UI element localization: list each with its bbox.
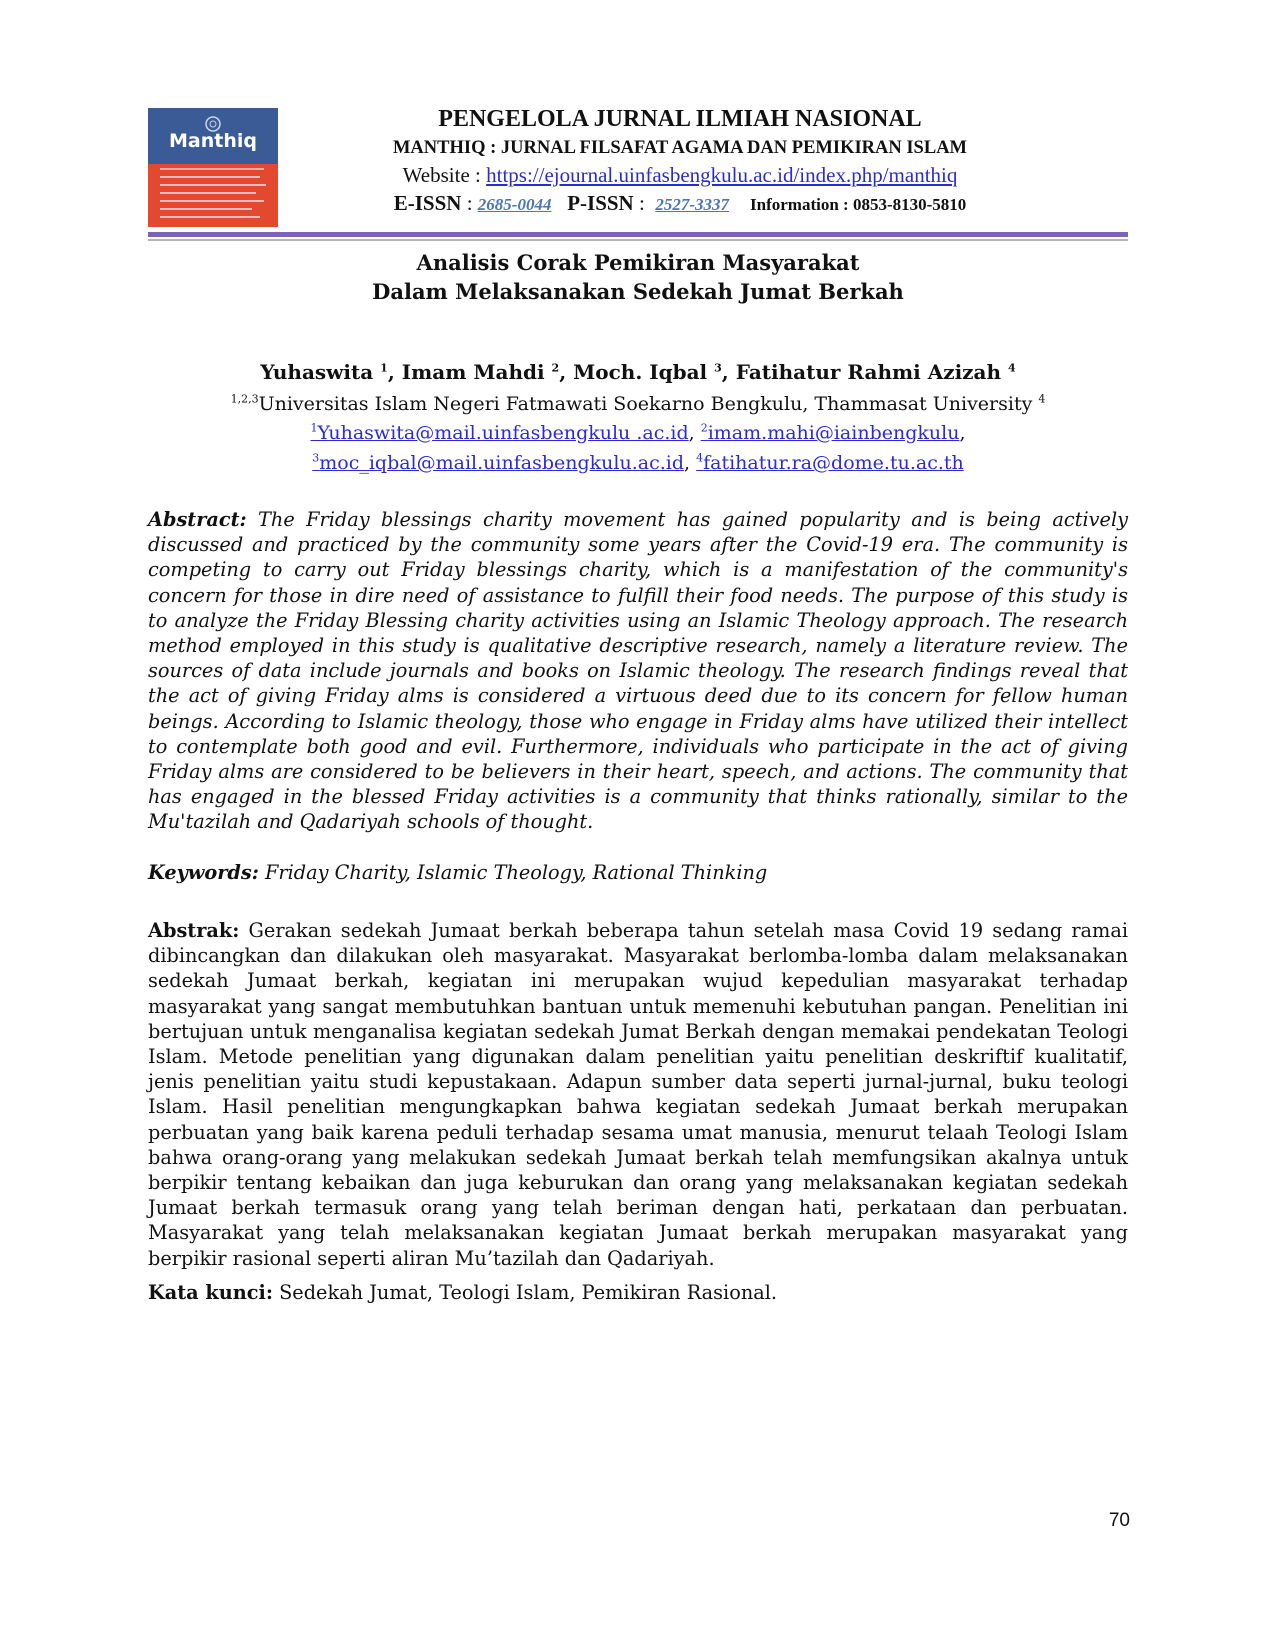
kata-kunci-text: Sedekah Jumat, Teologi Islam, Pemikiran Rasional. — [279, 1281, 778, 1304]
author-name: Fatihatur Rahmi Azizah — [735, 360, 1002, 384]
abstract-label: Abstract: — [148, 508, 247, 531]
eissn-link[interactable]: 2685-0044 — [477, 195, 552, 214]
keywords-indonesian — [148, 1281, 1128, 1304]
publisher-heading: PENGELOLA JURNAL ILMIAH NASIONAL — [438, 106, 922, 132]
page-number: 70 — [1108, 1510, 1130, 1531]
author-email-link[interactable]: $^1$Yuhaswita@mail.uinfasbengkulu .ac.id — [310, 421, 689, 444]
author-name: Yuhaswita — [260, 360, 374, 384]
header-divider-shadow — [148, 239, 1128, 241]
information-contact: Information : 0853-8130-5810 — [750, 195, 967, 214]
author-email-link[interactable]: $^3$moc_iqbal@mail.uinfasbengkulu.ac.id — [312, 451, 684, 474]
website-line — [300, 163, 1060, 188]
abstrak-text: Gerakan sedekah Jumaat berkah beberapa tahun setelah masa Covid 19 sedang ramai dibincangkan dan dilakukan oleh masyarakat. Masyarakat berlomba-lomba dalam melaksanakan sedekah Jumaat berkah, kegiatan ini merupakan wujud kepedulian masyarakat terhadap masyarakat yang sangat membutuhkan bantuan untuk memenuhi kebutuhan pangan. Penelitian ini bertujuan untuk menganalisa kegiatan sedekah Jumat Berkah dengan memakai pendekatan Teologi Islam. Metode penelitian yang digunakan dalam penelitian yaitu penelitian deskriftif kualitatif, jenis penelitian yaitu studi kepustakaan. Adapun sumber data seperti jurnal-jurnal, buku teologi Islam. Hasil penelitian mengungkapkan bahwa kegiatan sedekah Jumaat berkah merupakan perbuatan yang baik karena peduli terhadap sesama umat manusia, menurut telaah Teologi Islam bahwa orang-orang yang melakukan sedekah Jumaat berkah telah memfungsikan akalnya untuk berpikir tentang kebaikan dan juga keburukan dan orang yang melaksanakan kegiatan sedekah Jumaat berkah termasuk orang yang telah beriman dengan hati, perkataan dan perbuatan. Masyarakat yang telah melaksanakan kegiatan Jumaat berkah merupakan masyarakat yang berpikir rasional seperti aliran Mu’tazilah dan Qadariyah. — [148, 919, 1128, 1270]
website-link[interactable]: https://ejournal.uinfasbengkulu.ac.id/index.php/manthiq — [486, 163, 958, 187]
kata-kunci-label: Kata kunci: — [148, 1281, 273, 1304]
journal-name: MANTHIQ : JURNAL FILSAFAT AGAMA DAN PEMIKIRAN ISLAM — [392, 138, 968, 158]
header-divider — [148, 232, 1128, 237]
author-email-link[interactable]: $^2$imam.mahi@iainbengkulu — [700, 421, 960, 444]
abstract-english — [148, 507, 1128, 835]
abstrak-label: Abstrak: — [148, 919, 240, 942]
author-name: Moch. Iqbal — [573, 360, 708, 384]
email-line-1: $^1$Yuhaswita@mail.uinfasbengkulu .ac.id, $^2$imam.mahi@iainbengkulu, — [310, 421, 966, 444]
affiliation: $^{1,2,3}$Universitas Islam Negeri Fatmawati Soekarno Bengkulu, Thammasat University $^4$ — [230, 392, 1046, 415]
abstract-text: The Friday blessings charity movement has gained popularity and is being actively discussed and practiced by the community some years after the Covid-19 era. The community is competing to carry out Friday blessings charity, which is a manifestation of the community's concern for those in dire need of assistance to fulfill their food needs. The purpose of this study is to analyze the Friday Blessing charity activities using an Islamic Theology approach. The research method employed in this study is qualitative descriptive research, namely a literature review. The sources of data include journals and books on Islamic theology. The research findings reveal that the act of giving Friday alms is considered a virtuous deed due to its concern for fellow human beings. According to Islamic theology, those who engage in Friday alms have utilized their intellect to contemplate both good and evil. Furthermore, individuals who participate in the act of giving Friday alms are considered to be believers in their heart, speech, and actions. The community that has engaged in the blessed Friday activities is a community that thinks rationally, similar to the Mu'tazilah and Qadariyah schools of thought. — [148, 508, 1129, 834]
website-label: Website : — [402, 163, 487, 187]
keywords-english — [148, 861, 1128, 884]
keywords-text: Friday Charity, Islamic Theology, Rational Thinking — [265, 861, 768, 884]
pissn-link[interactable]: 2527-3337 — [655, 195, 729, 214]
keywords-label: Keywords: — [148, 861, 259, 884]
cover-brand: Manthiq — [169, 130, 257, 152]
author-name: Imam Mahdi — [401, 360, 545, 384]
article-title-line-1: Analisis Corak Pemikiran Masyarakat — [416, 250, 860, 275]
pissn-label: P-ISSN — [567, 191, 634, 215]
author-list: Yuhaswita $^1$, Imam Mahdi $^2$, Moch. Iqbal $^3$, Fatihatur Rahmi Azizah $^4$ — [260, 360, 1016, 384]
article-title-line-2: Dalam Melaksanakan Sedekah Jumat Berkah — [372, 279, 904, 304]
abstract-indonesian — [148, 918, 1128, 1271]
journal-cover-thumbnail — [148, 108, 278, 227]
author-email-link[interactable]: $^4$fatihatur.ra@dome.tu.ac.th — [696, 451, 964, 474]
issn-line: E-ISSN : 2685-0044 P-ISSN : 2527-3337 Information : 0853-8130-5810 — [393, 191, 967, 215]
email-line-2: $^3$moc_iqbal@mail.uinfasbengkulu.ac.id, $^4$fatihatur.ra@dome.tu.ac.th — [312, 451, 964, 474]
eissn-label: E-ISSN — [393, 191, 462, 215]
